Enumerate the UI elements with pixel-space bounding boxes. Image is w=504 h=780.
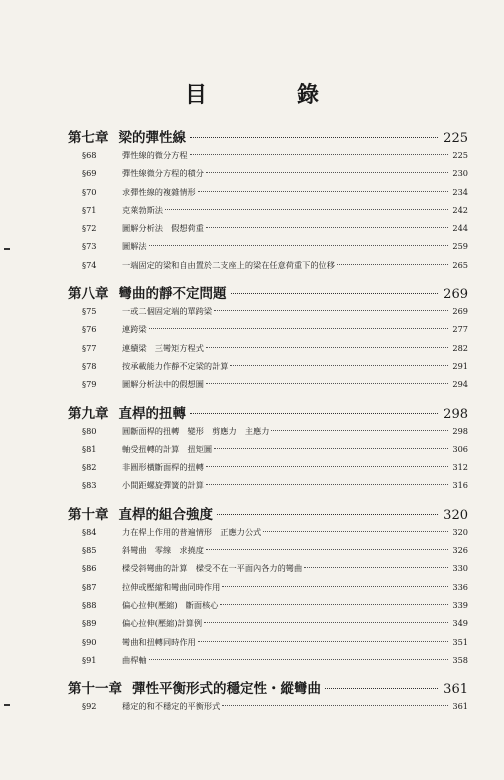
section-number: §68 xyxy=(82,150,97,160)
section-title: 力在桿上作用的普遍情形 正應力公式 xyxy=(122,526,262,537)
section-entry xyxy=(68,150,468,168)
chapter-number: 第十一章 xyxy=(68,681,122,698)
section-entry xyxy=(68,600,468,618)
dot-leader xyxy=(190,413,438,414)
section-number: §72 xyxy=(82,223,97,234)
chapter-number: 第八章 xyxy=(68,286,109,303)
dot-leader xyxy=(271,430,448,431)
section-page: 349 xyxy=(452,618,468,629)
dot-leader xyxy=(206,549,448,550)
spacer xyxy=(68,719,468,723)
chapter-heading xyxy=(68,677,468,701)
chapter-heading xyxy=(68,282,468,306)
dot-leader xyxy=(231,293,439,294)
section-page: 234 xyxy=(452,186,468,197)
dot-leader xyxy=(206,172,448,173)
dot-leader xyxy=(206,227,448,228)
dot-leader xyxy=(214,448,448,449)
section-page: 298 xyxy=(452,425,468,436)
section-page: 265 xyxy=(452,259,468,270)
section-entry xyxy=(68,637,468,655)
dot-leader xyxy=(190,154,448,155)
section-entry xyxy=(68,379,468,397)
chapter-title: 直桿的組合強度 xyxy=(118,506,213,523)
section-number: §79 xyxy=(82,379,97,390)
chapter-title: 彈性平衡形式的穩定性・縱彎曲 xyxy=(132,681,321,698)
section-title: 彈性線微分方程的積分 xyxy=(122,168,204,179)
section-title: 軸受扭轉的計算 扭矩圖 xyxy=(122,443,213,454)
section-number: §91 xyxy=(82,654,97,665)
table-of-contents xyxy=(68,126,468,723)
section-entry xyxy=(68,324,468,342)
section-number: §84 xyxy=(82,526,97,537)
section-title: 圖解分析法 假想荷重 xyxy=(122,223,204,234)
section-number: §80 xyxy=(82,425,97,436)
dot-leader xyxy=(190,137,438,138)
section-page: 259 xyxy=(452,241,468,252)
section-page: 291 xyxy=(452,360,468,371)
section-title: 圖解法 xyxy=(122,241,147,252)
dot-leader xyxy=(206,466,448,467)
dot-leader xyxy=(204,622,448,623)
section-title: 偏心拉伸(壓縮)計算例 xyxy=(122,618,203,629)
dot-leader xyxy=(304,567,448,568)
section-page: 294 xyxy=(452,379,468,390)
section-title: 求彈性線的複雜情形 xyxy=(122,186,196,197)
chapter-page: 361 xyxy=(443,682,468,698)
section-entry xyxy=(68,462,468,480)
section-number: §92 xyxy=(82,701,97,712)
dot-leader xyxy=(222,586,448,587)
section-entry xyxy=(68,480,468,498)
chapter-page: 225 xyxy=(443,131,468,146)
section-entry xyxy=(68,168,468,186)
section-entry xyxy=(68,545,468,563)
dot-leader xyxy=(198,191,448,192)
section-title: 偏心拉伸(壓縮) 斷面核心 xyxy=(122,599,219,610)
section-entry xyxy=(68,205,468,223)
section-entry xyxy=(68,260,468,278)
section-page: 269 xyxy=(452,306,468,317)
section-page: 320 xyxy=(452,526,468,537)
section-entry xyxy=(68,527,468,545)
chapter-title: 梁的彈性線 xyxy=(118,130,186,146)
chapter-title: 彎曲的靜不定問題 xyxy=(118,286,227,303)
section-number: §90 xyxy=(82,636,97,647)
dot-leader xyxy=(149,659,448,660)
section-page: 336 xyxy=(452,581,468,592)
chapter-page: 320 xyxy=(443,507,468,523)
section-entry xyxy=(68,701,468,719)
section-title: 拉伸或壓縮和彎曲同時作用 xyxy=(122,581,221,592)
dot-leader xyxy=(220,604,448,605)
section-entry xyxy=(68,187,468,205)
section-title: 小間距螺旋彈簧的計算 xyxy=(122,480,204,491)
section-number: §87 xyxy=(82,581,97,592)
section-title: 按承載能力作靜不定梁的計算 xyxy=(122,360,229,371)
section-title: 樑受斜彎曲的計算 樑受不在一平面內各力的彎曲 xyxy=(122,563,303,574)
section-number: §77 xyxy=(82,342,97,353)
dot-leader xyxy=(263,531,448,532)
section-entry xyxy=(68,426,468,444)
section-number: §82 xyxy=(82,462,97,473)
section-number: §83 xyxy=(82,480,97,491)
section-number: §78 xyxy=(82,360,97,371)
section-page: 326 xyxy=(452,545,468,556)
section-page: 351 xyxy=(452,636,468,647)
section-title: 一或二個固定端的單跨梁 xyxy=(122,306,213,317)
section-title: 連續梁 三彎矩方程式 xyxy=(122,342,204,353)
dot-leader xyxy=(214,310,448,311)
section-number: §89 xyxy=(82,618,97,629)
section-title: 非圓形橫斷面桿的扭轉 xyxy=(122,462,204,473)
dot-leader xyxy=(230,365,448,366)
section-title: 彈性線的微分方程 xyxy=(122,150,188,160)
section-page: 330 xyxy=(452,563,468,574)
section-title: 克萊勃斯法 xyxy=(122,204,163,215)
section-number: §85 xyxy=(82,545,97,556)
section-title: 圓斷面桿的扭轉 變形 剪應力 主應力 xyxy=(122,425,270,436)
section-number: §86 xyxy=(82,563,97,574)
chapter-number: 第十章 xyxy=(68,506,109,523)
dot-leader xyxy=(206,347,448,348)
section-page: 316 xyxy=(452,480,468,491)
section-page: 306 xyxy=(452,443,468,454)
margin-mark xyxy=(4,248,10,250)
dot-leader xyxy=(206,383,448,384)
section-number: §74 xyxy=(82,259,97,270)
chapter-heading xyxy=(68,126,468,150)
section-number: §73 xyxy=(82,241,97,252)
section-page: 244 xyxy=(452,223,468,234)
section-entry xyxy=(68,361,468,379)
dot-leader xyxy=(325,688,438,689)
section-number: §75 xyxy=(82,306,97,317)
section-number: §69 xyxy=(82,168,97,179)
dot-leader xyxy=(149,328,448,329)
section-page: 312 xyxy=(452,462,468,473)
section-entry xyxy=(68,618,468,636)
section-entry xyxy=(68,241,468,259)
dot-leader xyxy=(206,484,448,485)
dot-leader xyxy=(149,245,448,246)
section-page: 277 xyxy=(452,324,468,335)
dot-leader xyxy=(198,641,448,642)
section-title: 曲桿軸 xyxy=(122,654,147,665)
section-page: 339 xyxy=(452,599,468,610)
chapter-page: 269 xyxy=(443,287,468,303)
section-title: 一端固定的梁和自由置於二支座上的梁在任意荷重下的位移 xyxy=(122,259,335,270)
chapter-number: 第七章 xyxy=(68,130,109,146)
section-entry xyxy=(68,306,468,324)
section-page: 242 xyxy=(452,204,468,215)
section-page: 225 xyxy=(452,150,468,160)
section-title: 連跨梁 xyxy=(122,324,147,335)
section-number: §71 xyxy=(82,204,97,215)
section-entry xyxy=(68,343,468,361)
section-title: 穩定的和不穩定的平衡形式 xyxy=(122,701,221,712)
section-entry xyxy=(68,223,468,241)
section-number: §76 xyxy=(82,324,97,335)
page-title: 目 錄 xyxy=(184,82,353,108)
section-page: 361 xyxy=(452,701,468,712)
dot-leader xyxy=(217,514,438,515)
chapter-heading xyxy=(68,503,468,527)
dot-leader xyxy=(165,209,448,210)
section-number: §88 xyxy=(82,599,97,610)
section-page: 230 xyxy=(452,168,468,179)
section-page: 358 xyxy=(452,654,468,665)
chapter-number: 第九章 xyxy=(68,405,109,422)
section-title: 斜彎曲 零線 求撓度 xyxy=(122,545,204,556)
chapter-title: 直桿的扭轉 xyxy=(118,405,186,422)
section-entry xyxy=(68,582,468,600)
section-number: §81 xyxy=(82,443,97,454)
chapter-page: 298 xyxy=(443,406,468,422)
dot-leader xyxy=(222,705,448,706)
section-page: 282 xyxy=(452,342,468,353)
section-entry xyxy=(68,563,468,581)
section-number: §70 xyxy=(82,186,97,197)
section-entry xyxy=(68,655,468,673)
section-title: 圖解分析法中的假想圖 xyxy=(122,379,204,390)
dot-leader xyxy=(337,264,448,265)
section-title: 彎曲和扭轉同時作用 xyxy=(122,636,196,647)
chapter-heading xyxy=(68,402,468,426)
section-entry xyxy=(68,444,468,462)
margin-mark xyxy=(4,704,10,706)
